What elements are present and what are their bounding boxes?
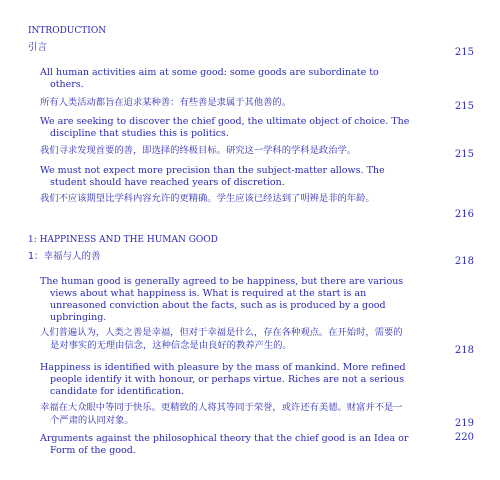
- page-number: 215: [454, 149, 474, 160]
- entry-en: Happiness is identified with pleasure by the mass of mankind. More refined people identify it with honour, or perhaps virtue. Riches are not a serious candidate for identification.: [40, 362, 406, 397]
- entry-zh: 幸福在大众眼中等同于快乐。更精致的人将其等同于荣誉，或许还有美德。财富并不是一个严肃的认同对象。: [40, 402, 403, 426]
- page-number: 215: [454, 101, 474, 112]
- entry-en: Arguments against the philosophical theory that the chief good is an Idea or Form of the good.: [40, 433, 409, 456]
- entry-en: We must not expect more precision than the subject-matter allows. The student should have reached years of discretion.: [40, 165, 385, 188]
- entry-en: All human activities aim at some good: some goods are subordinate to others.: [40, 67, 379, 90]
- entry-zh: 人们普遍认为，人类之善是幸福，但对于幸福是什么，存在各种观点。在开始时，需要的是对事实的无理由信念，这种信念是由良好的教养产生的。: [40, 327, 403, 351]
- entry-en: The human good is generally agreed to be happiness, but there are various views about what happiness is. What is required at the start is an unreasoned conviction about the facts, such as is produced by a good upbringing.: [40, 276, 404, 323]
- page-number: 218: [454, 256, 474, 267]
- section-heading-introduction-zh: 引言: [28, 42, 48, 53]
- section-heading-introduction-en: INTRODUCTION: [28, 26, 107, 36]
- page-number: 220: [454, 432, 474, 443]
- entry-en: We are seeking to discover the chief good, the ultimate object of choice. The discipline that studies this is politics.: [40, 116, 410, 139]
- page-number: 215: [454, 47, 474, 58]
- entry-zh: 我们寻求发现首要的善，即选择的终极目标。研究这一学科的学科是政治学。: [40, 145, 357, 156]
- entry-zh: 我们不应该期望比学科内容允许的更精确。学生应该已经达到了明辨是非的年龄。: [40, 193, 375, 204]
- section-heading-1-en: 1: HAPPINESS AND THE HUMAN GOOD: [28, 235, 218, 245]
- entry-zh: 所有人类活动都旨在追求某种善：有些善是隶属于其他善的。: [40, 97, 292, 108]
- page-number: 219: [454, 418, 474, 429]
- page-number: 216: [454, 209, 474, 220]
- section-heading-1-zh: 1：幸福与人的善: [28, 251, 101, 262]
- page-number: 218: [454, 345, 474, 356]
